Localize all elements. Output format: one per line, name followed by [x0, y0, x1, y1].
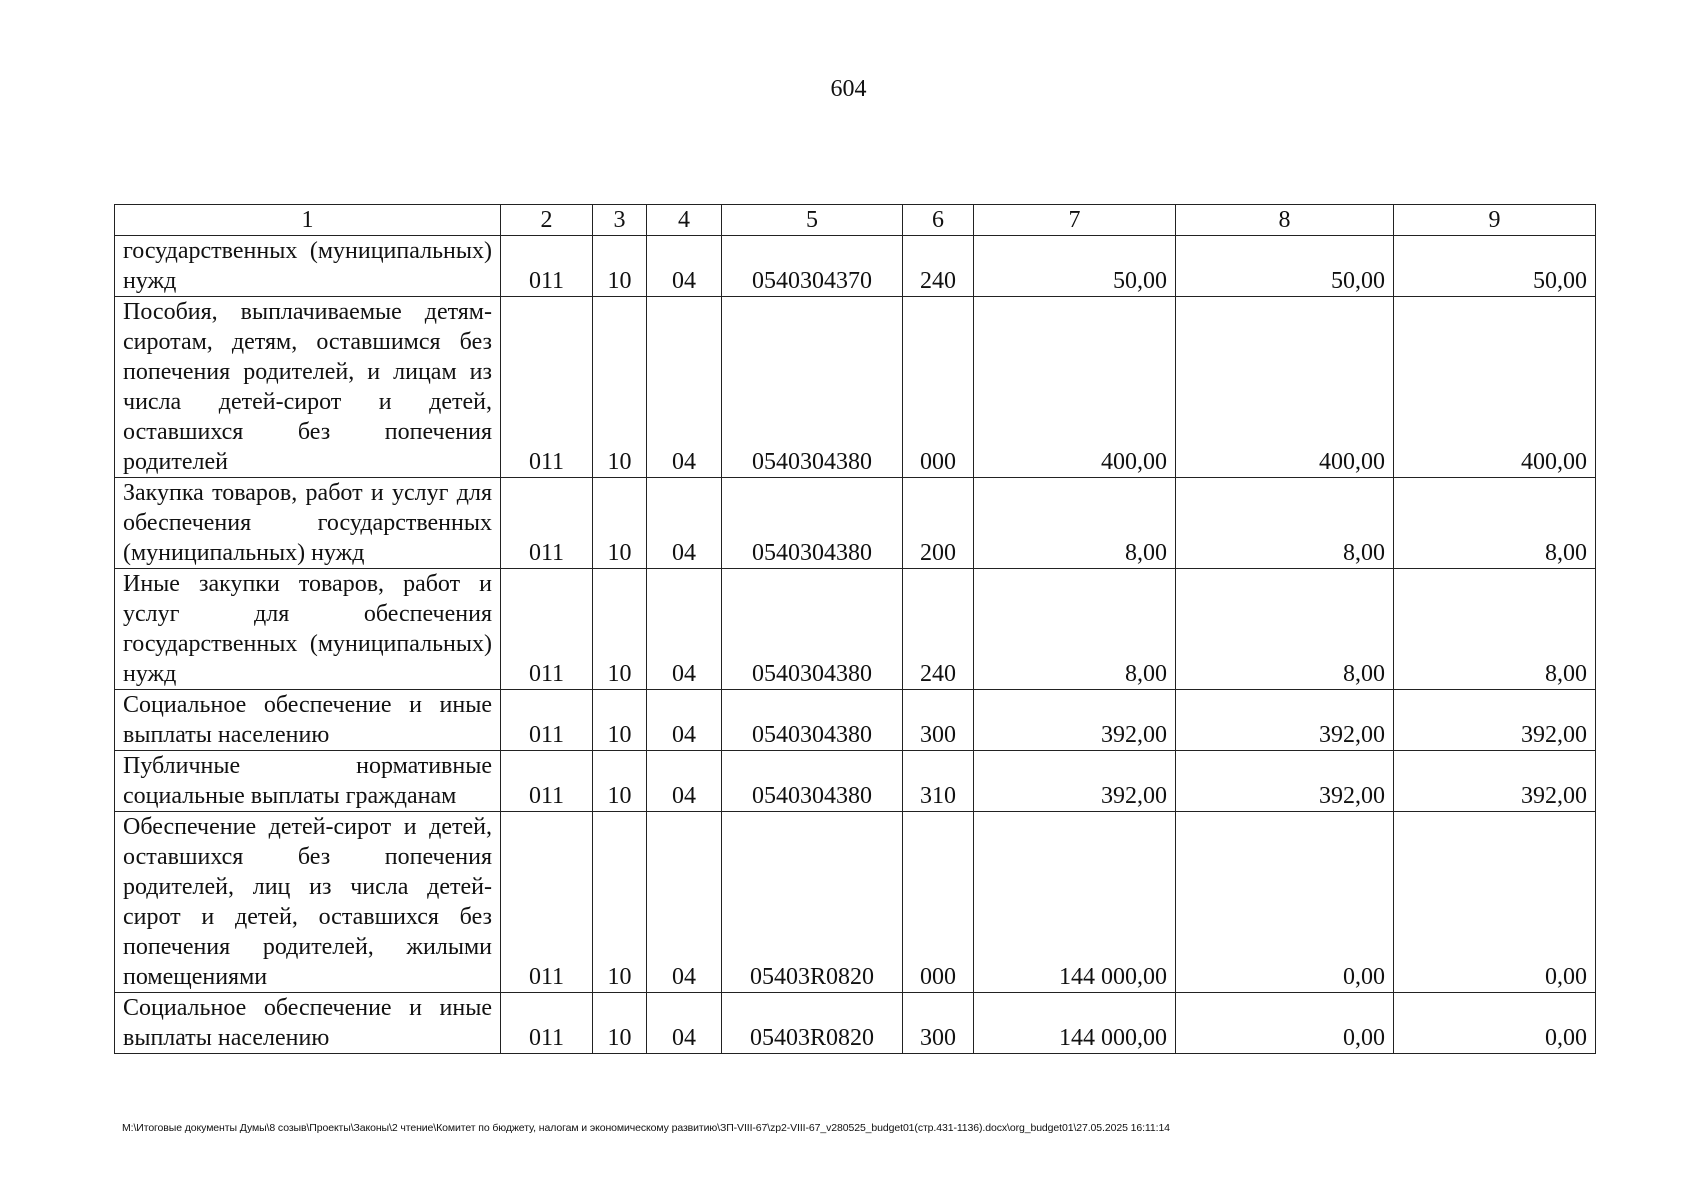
footer-file-path: М:\Итоговые документы Думы\8 созыв\Проекты\Законы\2 чтение\Комитет по бюджету, налогам и экономическому развитию\ЗП-VIII-67\zp2-VIII-67_v280525_budget01(стр.431-1136).docx\org_budget01\27.05.2025 16:11:14 [122, 1122, 1170, 1134]
cell-expense-type: 240 [903, 236, 974, 297]
row-description: Обеспечение детей-сирот и детей, оставшихся без попечения родителей, лиц из числа детей-сирот и детей, оставшихся без попечения родителей, жилыми помещениями [115, 812, 501, 993]
cell-target-article: 05403R0820 [722, 993, 903, 1054]
table-row [115, 569, 1596, 690]
cell-amount-col9: 392,00 [1394, 690, 1596, 751]
cell-amount-col8: 0,00 [1176, 993, 1394, 1054]
cell-ministry-code: 011 [501, 993, 593, 1054]
cell-subsection: 04 [647, 751, 722, 812]
cell-target-article: 0540304380 [722, 297, 903, 478]
table-row [115, 751, 1596, 812]
cell-section: 10 [593, 297, 647, 478]
cell-ministry-code: 011 [501, 478, 593, 569]
column-header-7: 7 [974, 205, 1176, 236]
header-row [115, 205, 1596, 236]
column-header-8: 8 [1176, 205, 1394, 236]
cell-expense-type: 200 [903, 478, 974, 569]
cell-amount-col9: 50,00 [1394, 236, 1596, 297]
cell-subsection: 04 [647, 236, 722, 297]
cell-amount-col9: 0,00 [1394, 812, 1596, 993]
column-header-9: 9 [1394, 205, 1596, 236]
row-description: государственных (муниципальных) нужд [115, 236, 501, 297]
row-description: Иные закупки товаров, работ и услуг для обеспечения государственных (муниципальных) нужд [115, 569, 501, 690]
table-row [115, 478, 1596, 569]
cell-target-article: 0540304380 [722, 690, 903, 751]
row-description: Пособия, выплачиваемые детям-сиротам, детям, оставшимся без попечения родителей, и лицам из числа детей-сирот и детей, оставшихся без попечения родителей [115, 297, 501, 478]
cell-amount-col8: 392,00 [1176, 751, 1394, 812]
cell-expense-type: 240 [903, 569, 974, 690]
cell-target-article: 0540304380 [722, 569, 903, 690]
cell-ministry-code: 011 [501, 569, 593, 690]
cell-subsection: 04 [647, 297, 722, 478]
cell-amount-col9: 8,00 [1394, 569, 1596, 690]
cell-target-article: 05403R0820 [722, 812, 903, 993]
cell-ministry-code: 011 [501, 236, 593, 297]
cell-amount-col8: 50,00 [1176, 236, 1394, 297]
cell-amount-col9: 8,00 [1394, 478, 1596, 569]
row-description: Публичные нормативные социальные выплаты гражданам [115, 751, 501, 812]
cell-section: 10 [593, 812, 647, 993]
cell-ministry-code: 011 [501, 812, 593, 993]
column-header-5: 5 [722, 205, 903, 236]
cell-amount-col7: 400,00 [974, 297, 1176, 478]
cell-section: 10 [593, 993, 647, 1054]
cell-target-article: 0540304380 [722, 751, 903, 812]
cell-amount-col7: 144 000,00 [974, 812, 1176, 993]
table-row [115, 993, 1596, 1054]
row-description: Социальное обеспечение и иные выплаты населению [115, 993, 501, 1054]
row-description: Социальное обеспечение и иные выплаты населению [115, 690, 501, 751]
table-row [115, 690, 1596, 751]
cell-ministry-code: 011 [501, 297, 593, 478]
cell-amount-col7: 392,00 [974, 690, 1176, 751]
budget-table [114, 204, 1596, 1054]
table-row [115, 236, 1596, 297]
column-header-3: 3 [593, 205, 647, 236]
cell-expense-type: 300 [903, 993, 974, 1054]
cell-expense-type: 000 [903, 297, 974, 478]
cell-amount-col8: 8,00 [1176, 478, 1394, 569]
cell-amount-col7: 8,00 [974, 478, 1176, 569]
cell-section: 10 [593, 478, 647, 569]
cell-expense-type: 310 [903, 751, 974, 812]
cell-target-article: 0540304380 [722, 478, 903, 569]
cell-subsection: 04 [647, 478, 722, 569]
cell-amount-col8: 392,00 [1176, 690, 1394, 751]
column-header-6: 6 [903, 205, 974, 236]
cell-amount-col9: 392,00 [1394, 751, 1596, 812]
cell-amount-col7: 8,00 [974, 569, 1176, 690]
cell-section: 10 [593, 751, 647, 812]
column-header-2: 2 [501, 205, 593, 236]
cell-target-article: 0540304370 [722, 236, 903, 297]
cell-amount-col8: 8,00 [1176, 569, 1394, 690]
cell-subsection: 04 [647, 690, 722, 751]
table-row [115, 812, 1596, 993]
cell-amount-col7: 144 000,00 [974, 993, 1176, 1054]
column-header-4: 4 [647, 205, 722, 236]
cell-subsection: 04 [647, 569, 722, 690]
cell-subsection: 04 [647, 812, 722, 993]
cell-section: 10 [593, 236, 647, 297]
cell-section: 10 [593, 690, 647, 751]
cell-amount-col8: 0,00 [1176, 812, 1394, 993]
cell-amount-col9: 0,00 [1394, 993, 1596, 1054]
column-header-1: 1 [115, 205, 501, 236]
cell-amount-col7: 392,00 [974, 751, 1176, 812]
cell-ministry-code: 011 [501, 751, 593, 812]
cell-amount-col9: 400,00 [1394, 297, 1596, 478]
cell-section: 10 [593, 569, 647, 690]
cell-amount-col7: 50,00 [974, 236, 1176, 297]
cell-expense-type: 000 [903, 812, 974, 993]
cell-amount-col8: 400,00 [1176, 297, 1394, 478]
cell-subsection: 04 [647, 993, 722, 1054]
page-number: 604 [830, 76, 867, 102]
table-row [115, 297, 1596, 478]
cell-expense-type: 300 [903, 690, 974, 751]
row-description: Закупка товаров, работ и услуг для обеспечения государственных (муниципальных) нужд [115, 478, 501, 569]
cell-ministry-code: 011 [501, 690, 593, 751]
